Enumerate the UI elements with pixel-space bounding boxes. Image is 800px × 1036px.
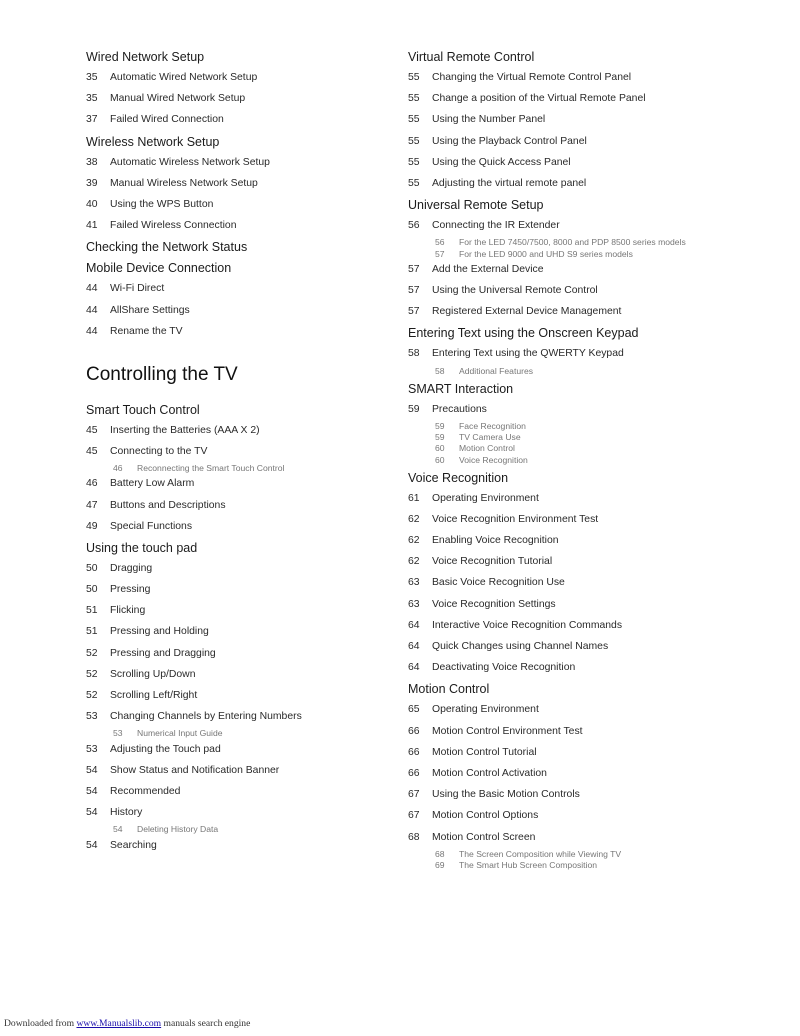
entry-text: Battery Low Alarm — [110, 478, 195, 490]
section-title[interactable]: Virtual Remote Control — [408, 50, 535, 64]
subentry-page-number: 59 — [435, 420, 445, 431]
toc-subentry[interactable] — [113, 728, 386, 739]
toc-entry[interactable] — [86, 604, 386, 618]
subentry-text: Additional Features — [459, 365, 534, 376]
page-number: 58 — [408, 348, 420, 360]
page-number: 65 — [408, 704, 420, 716]
toc-entry[interactable] — [86, 304, 386, 318]
toc-entry[interactable] — [86, 325, 386, 339]
page-number: 54 — [86, 839, 98, 851]
subentry-page-number: 57 — [435, 248, 445, 259]
toc-subentry[interactable] — [435, 237, 768, 248]
toc-entry[interactable] — [86, 625, 386, 639]
toc-section — [86, 541, 386, 853]
toc-entry[interactable] — [408, 725, 768, 739]
toc-section — [408, 326, 768, 376]
subentry-page-number: 60 — [435, 443, 445, 454]
page-number: 38 — [86, 156, 98, 168]
page-number: 63 — [408, 598, 420, 610]
page-number: 66 — [408, 767, 420, 779]
page-number: 61 — [408, 492, 420, 504]
toc-entry[interactable] — [86, 198, 386, 212]
entry-text: Rename the TV — [110, 325, 183, 337]
page-number: 55 — [408, 177, 420, 189]
toc-section — [408, 382, 768, 466]
section-title[interactable]: Checking the Network Status — [86, 240, 248, 255]
entry-text: Adjusting the Touch pad — [110, 743, 221, 755]
subentry-page-number: 53 — [113, 728, 123, 739]
page-number: 64 — [408, 662, 420, 674]
page-number: 55 — [408, 114, 420, 126]
entry-text: Using the WPS Button — [110, 198, 214, 210]
page-number: 66 — [408, 746, 420, 758]
entry-text: Operating Environment — [432, 492, 539, 504]
toc-entry[interactable] — [86, 710, 386, 724]
page-number: 51 — [86, 626, 98, 638]
toc-entry[interactable] — [408, 788, 768, 802]
entry-text: Motion Control Activation — [432, 767, 547, 779]
page-number: 64 — [408, 641, 420, 653]
toc-section — [408, 50, 768, 191]
subentry-text: For the LED 7450/7500, 8000 and PDP 8500 series models — [459, 237, 686, 248]
page-number: 37 — [86, 114, 98, 126]
toc-entry[interactable] — [86, 839, 386, 853]
toc-entry[interactable] — [86, 71, 386, 85]
page-number: 55 — [408, 72, 420, 83]
subentry-text: For the LED 9000 and UHD S9 series models — [459, 248, 633, 259]
toc-entry[interactable] — [86, 445, 386, 459]
toc-subentry[interactable] — [435, 860, 768, 871]
toc-entry[interactable] — [86, 806, 386, 820]
page-number: 53 — [86, 743, 98, 755]
toc-entry[interactable] — [86, 689, 386, 703]
toc-subentry[interactable] — [435, 455, 768, 466]
entry-text: Motion Control Screen — [432, 831, 536, 843]
page-number: 40 — [86, 198, 98, 210]
page-number: 52 — [86, 690, 98, 702]
toc-entry[interactable] — [86, 477, 386, 491]
toc-entry[interactable] — [408, 219, 768, 233]
entry-text: Motion Control Environment Test — [432, 725, 583, 737]
toc-subentry[interactable] — [113, 824, 386, 835]
page-number: 54 — [86, 786, 98, 798]
subentry-text: Face Recognition — [459, 420, 526, 431]
toc-section — [408, 471, 768, 676]
subentry-page-number: 68 — [435, 848, 445, 859]
toc-entry[interactable] — [86, 743, 386, 757]
entry-text: Dragging — [110, 562, 153, 574]
entry-text: Precautions — [432, 403, 487, 415]
entry-text: Manual Wired Network Setup — [110, 93, 246, 105]
entry-text: Connecting to the TV — [110, 445, 208, 457]
entry-text: Voice Recognition Tutorial — [432, 556, 553, 568]
page-number: 64 — [408, 619, 420, 631]
entry-text: Entering Text using the QWERTY Keypad — [432, 348, 624, 360]
entry-text: Flicking — [110, 605, 146, 617]
page-number: 59 — [408, 403, 420, 415]
toc-section — [86, 240, 386, 254]
toc-entry[interactable] — [408, 746, 768, 760]
toc-entry[interactable] — [86, 499, 386, 513]
toc-section — [408, 198, 768, 319]
page-number: 63 — [408, 577, 420, 589]
entry-text: Using the Universal Remote Control — [432, 285, 598, 297]
subentry-page-number: 46 — [113, 463, 123, 474]
entry-text: Connecting the IR Extender — [432, 220, 560, 232]
entry-text: Motion Control Options — [432, 810, 539, 822]
toc-entry[interactable] — [86, 785, 386, 799]
toc-entry[interactable] — [408, 576, 768, 590]
toc-entry[interactable] — [408, 619, 768, 633]
entry-text: Enabling Voice Recognition — [432, 535, 559, 547]
page-number: 57 — [408, 263, 420, 275]
left-sections-after-chapter — [86, 403, 386, 853]
section-title[interactable]: SMART Interaction — [408, 381, 514, 396]
entry-text: Adjusting the virtual remote panel — [432, 177, 587, 189]
toc-entry[interactable] — [408, 492, 768, 506]
page-number: 35 — [86, 93, 98, 105]
page-number: 44 — [86, 325, 98, 337]
page-number: 55 — [408, 93, 420, 105]
page-number: 54 — [86, 764, 98, 776]
page-number: 62 — [408, 513, 420, 525]
toc-entry[interactable] — [86, 219, 386, 233]
page-number: 55 — [408, 135, 420, 147]
subentry-text: Reconnecting the Smart Touch Control — [137, 463, 285, 474]
page-number: 57 — [408, 306, 420, 318]
page-number: 51 — [86, 605, 98, 617]
toc-subentry[interactable] — [435, 249, 768, 260]
section-title[interactable]: Voice Recognition — [408, 470, 509, 485]
entry-text: Recommended — [110, 786, 181, 798]
subentry-page-number: 54 — [113, 824, 123, 835]
toc-entry[interactable] — [408, 135, 768, 149]
toc-entry[interactable] — [86, 282, 386, 296]
page-number: 47 — [86, 499, 98, 511]
entry-text: Using the Basic Motion Controls — [432, 789, 580, 801]
toc-right-column — [408, 50, 768, 876]
page-number: 52 — [86, 647, 98, 659]
entry-text: Add the External Device — [432, 263, 544, 275]
entry-text: Interactive Voice Recognition Commands — [432, 619, 623, 631]
toc-entry[interactable] — [408, 661, 768, 675]
section-title[interactable]: Entering Text using the Onscreen Keypad — [408, 326, 639, 341]
toc-entry[interactable] — [408, 640, 768, 654]
toc-subentry[interactable] — [113, 463, 386, 474]
entry-text: Special Functions — [110, 520, 193, 532]
toc-entry[interactable] — [86, 583, 386, 597]
right-sections — [408, 50, 768, 871]
toc-section — [86, 261, 386, 338]
page-number: 52 — [86, 668, 98, 680]
page-number: 62 — [408, 556, 420, 568]
entry-text: Show Status and Notification Banner — [110, 764, 280, 776]
entry-text: Searching — [110, 839, 157, 851]
entry-text: Using the Playback Control Panel — [432, 135, 587, 147]
page-number: 67 — [408, 810, 420, 822]
page-number: 62 — [408, 535, 420, 547]
entry-text: Failed Wired Connection — [110, 114, 224, 126]
entry-text: Inserting the Batteries (AAA X 2) — [110, 424, 260, 436]
section-title[interactable]: Smart Touch Control — [86, 402, 200, 417]
toc-entry[interactable] — [408, 113, 768, 127]
chapter-title: Controlling the TV — [86, 363, 238, 385]
subentry-page-number: 58 — [435, 365, 445, 376]
entry-text: Automatic Wireless Network Setup — [110, 156, 270, 168]
entry-text: Motion Control Tutorial — [432, 746, 537, 758]
toc-entry[interactable] — [86, 156, 386, 170]
page-number: 45 — [86, 445, 98, 457]
toc-entry[interactable] — [408, 598, 768, 612]
toc-entry[interactable] — [86, 177, 386, 191]
section-title[interactable]: Wireless Network Setup — [86, 134, 220, 149]
page-number: 53 — [86, 711, 98, 723]
toc-entry[interactable] — [408, 534, 768, 548]
toc-entry[interactable] — [86, 647, 386, 661]
subentry-text: Deleting History Data — [137, 824, 219, 835]
toc-entry[interactable] — [86, 424, 386, 438]
entry-text: Manual Wireless Network Setup — [110, 177, 258, 189]
entry-text: Changing the Virtual Remote Control Panel — [432, 72, 632, 83]
toc-entry[interactable] — [408, 92, 768, 106]
entry-text: AllShare Settings — [110, 304, 190, 316]
entry-text: Pressing — [110, 584, 151, 596]
entry-text: Wi-Fi Direct — [110, 283, 165, 295]
toc-entry[interactable] — [86, 520, 386, 534]
entry-text: Change a position of the Virtual Remote Panel — [432, 93, 646, 105]
toc-subentry[interactable] — [435, 366, 768, 377]
section-title[interactable]: Universal Remote Setup — [408, 198, 544, 213]
entry-text: Registered External Device Management — [432, 306, 622, 318]
toc-entry[interactable] — [408, 809, 768, 823]
page-number: 44 — [86, 304, 98, 316]
toc-entry[interactable] — [408, 767, 768, 781]
subentry-text: The Smart Hub Screen Composition — [459, 860, 598, 871]
toc-subentry[interactable] — [435, 849, 768, 860]
toc-entry[interactable] — [408, 555, 768, 569]
entry-text: Basic Voice Recognition Use — [432, 577, 565, 589]
entry-text: Using the Number Panel — [432, 114, 546, 126]
entry-text: Quick Changes using Channel Names — [432, 641, 609, 653]
page-number: 49 — [86, 520, 98, 532]
entry-text: Scrolling Up/Down — [110, 668, 196, 680]
section-title[interactable]: Motion Control — [408, 682, 490, 697]
toc-entry[interactable] — [408, 703, 768, 717]
entry-text: Changing Channels by Entering Numbers — [110, 711, 302, 723]
entry-text: Voice Recognition Settings — [432, 598, 556, 610]
footer-prefix: Downloaded from — [4, 1018, 77, 1029]
subentry-text: Numerical Input Guide — [137, 728, 223, 739]
section-title[interactable]: Using the touch pad — [86, 540, 198, 555]
page-number: 67 — [408, 789, 420, 801]
page-number: 66 — [408, 725, 420, 737]
entry-text: Failed Wireless Connection — [110, 220, 237, 232]
page-number: 50 — [86, 562, 98, 574]
page-number: 56 — [408, 220, 420, 232]
entry-text: Deactivating Voice Recognition — [432, 662, 576, 674]
download-footer — [4, 1018, 250, 1029]
subentry-text: The Screen Composition while Viewing TV — [459, 848, 622, 859]
toc-entry[interactable] — [408, 177, 768, 191]
manualslib-link[interactable]: www.Manualslib.com — [76, 1018, 162, 1029]
toc-entry[interactable] — [86, 562, 386, 576]
page-number: 35 — [86, 72, 98, 83]
entry-text: Buttons and Descriptions — [110, 499, 226, 511]
entry-text: Operating Environment — [432, 704, 539, 716]
page-number: 46 — [86, 478, 98, 490]
page-number: 55 — [408, 156, 420, 168]
toc-entry[interactable] — [408, 831, 768, 845]
page-number: 57 — [408, 285, 420, 297]
subentry-page-number: 60 — [435, 454, 445, 465]
section-title[interactable]: Wired Network Setup — [86, 50, 205, 64]
subentry-page-number: 56 — [435, 237, 445, 248]
toc-entry[interactable] — [408, 305, 768, 319]
toc-subentry[interactable] — [435, 421, 768, 432]
toc-section — [86, 135, 386, 234]
toc-entry[interactable] — [408, 347, 768, 361]
page-number: 45 — [86, 424, 98, 436]
toc-subentry[interactable] — [435, 443, 768, 454]
entry-text: Voice Recognition Environment Test — [432, 513, 599, 525]
page-number: 44 — [86, 283, 98, 295]
page-number: 41 — [86, 220, 98, 232]
subentry-text: TV Camera Use — [459, 432, 521, 443]
toc-entry[interactable] — [86, 92, 386, 106]
page-number: 68 — [408, 831, 420, 843]
page-number: 39 — [86, 177, 98, 189]
toc-entry[interactable] — [86, 113, 386, 127]
subentry-text: Motion Control — [459, 443, 515, 454]
subentry-text: Voice Recognition — [459, 454, 528, 465]
entry-text: Automatic Wired Network Setup — [110, 72, 258, 83]
subentry-page-number: 69 — [435, 860, 445, 871]
toc-section — [408, 682, 768, 871]
entry-text: History — [110, 807, 143, 819]
toc-left-column — [86, 50, 386, 860]
toc-section — [86, 403, 386, 534]
toc-section — [86, 50, 386, 127]
footer-suffix: manuals search engine — [161, 1018, 251, 1029]
toc-entry[interactable] — [408, 156, 768, 170]
toc-entry[interactable] — [86, 764, 386, 778]
toc-subentry[interactable] — [435, 432, 768, 443]
entry-text: Pressing and Dragging — [110, 647, 216, 659]
entry-text: Scrolling Left/Right — [110, 690, 198, 702]
entry-text: Pressing and Holding — [110, 626, 209, 638]
toc-entry[interactable] — [408, 71, 768, 85]
page-number: 54 — [86, 807, 98, 819]
toc-entry[interactable] — [408, 513, 768, 527]
left-sections-before-chapter — [86, 50, 386, 339]
entry-text: Using the Quick Access Panel — [432, 156, 571, 168]
section-title[interactable]: Mobile Device Connection — [86, 261, 232, 276]
toc-entry[interactable] — [86, 668, 386, 682]
page-number: 50 — [86, 584, 98, 596]
toc-entry[interactable] — [408, 284, 768, 298]
toc-entry[interactable] — [408, 403, 768, 417]
toc-entry[interactable] — [408, 263, 768, 277]
subentry-page-number: 59 — [435, 432, 445, 443]
